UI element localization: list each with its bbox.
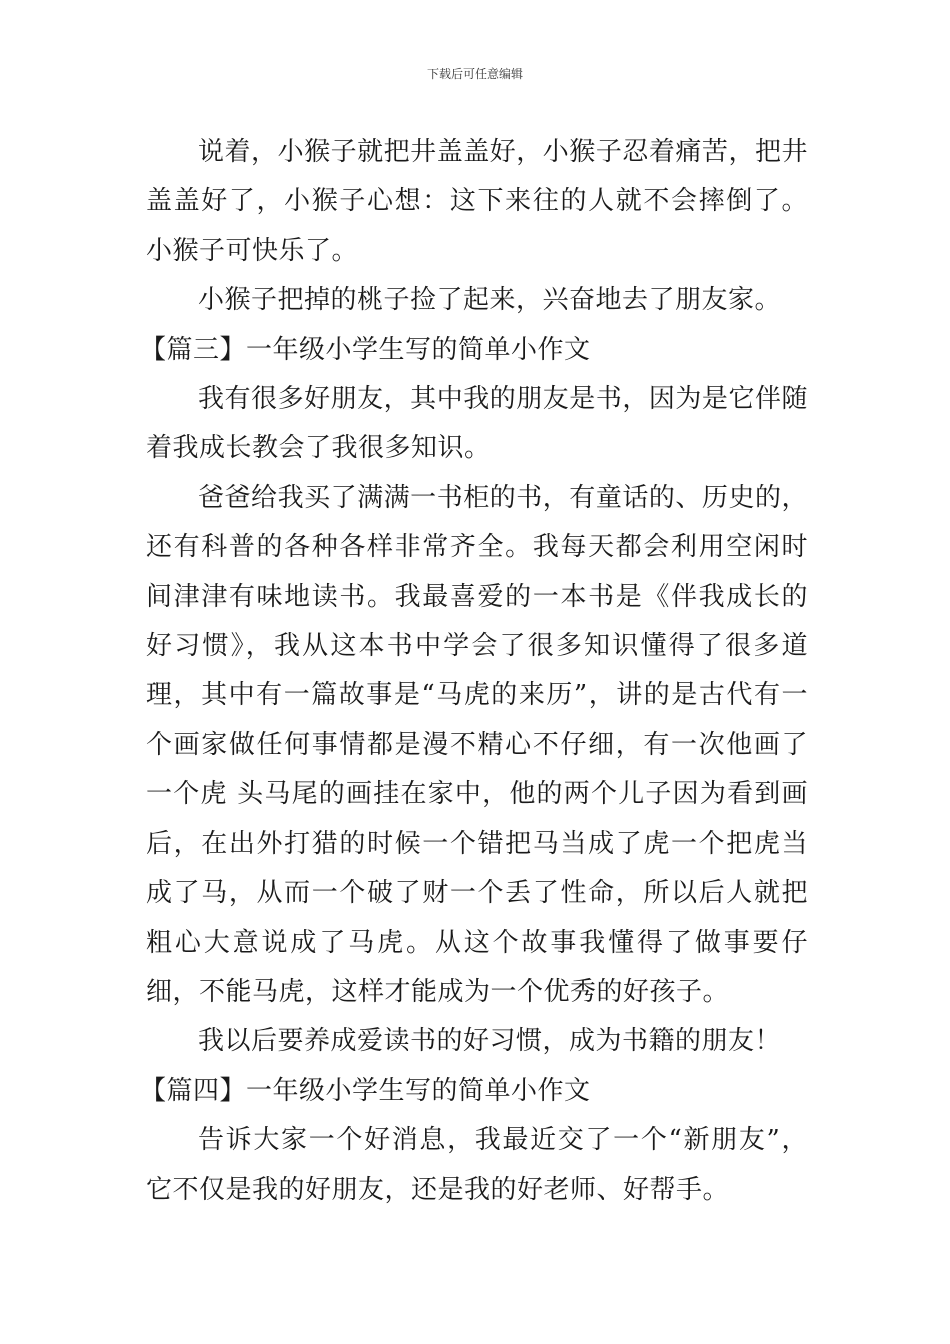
paragraph: 我有很多好朋友，其中我的朋友是书，因为是它伴随着我成长教会了我很多知识。 [146,384,808,464]
paragraph: 小猴子把掉的桃子捡了起来，兴奋地去了朋友家。 [198,285,782,316]
paragraph: 告诉大家一个好消息，我最近交了一个“新朋友”，它不仅是我的好朋友，还是我的好老师、好帮手。 [146,1125,808,1205]
section-heading: 【篇四】一年级小学生写的简单小作文 [140,1075,591,1106]
section-heading: 【篇三】一年级小学生写的简单小作文 [140,334,591,365]
paragraph: 我以后要养成爱读书的好习惯，成为书籍的朋友！ [198,1026,782,1057]
page-header: 下载后可任意编辑 [426,67,523,81]
document-body [140,128,808,1215]
paragraph: 爸爸给我买了满满一书柜的书，有童话的、历史的，还有科普的各种各样非常齐全。我每天都会利用空闲时间津津有味地读书。我最喜爱的一本书是《伴我成长的好习惯》，我从这本书中学会了很多知识懂得了很多道理，其中有一篇故事是“马虎的来历”，讲的是古代有一个画家做任何事情都是漫不精心不仔细，有一次他画了一个虎 头马尾的画挂在家中，他的两个儿子因为看到画后，在出外打猎的时候一个错把马当成了虎一个把虎当成了马，从而一个破了财一个丢了性命，所以后人就把粗心大意说成了马虎。从这个故事我懂得了做事要仔细，不能马虎，这样才能成为一个优秀的好孩子。 [146,482,808,1007]
paragraph: 说着，小猴子就把井盖盖好，小猴子忍着痛苦，把井盖盖好了，小猴子心想：这下来往的人就不会摔倒了。小猴子可快乐了。 [146,137,808,266]
